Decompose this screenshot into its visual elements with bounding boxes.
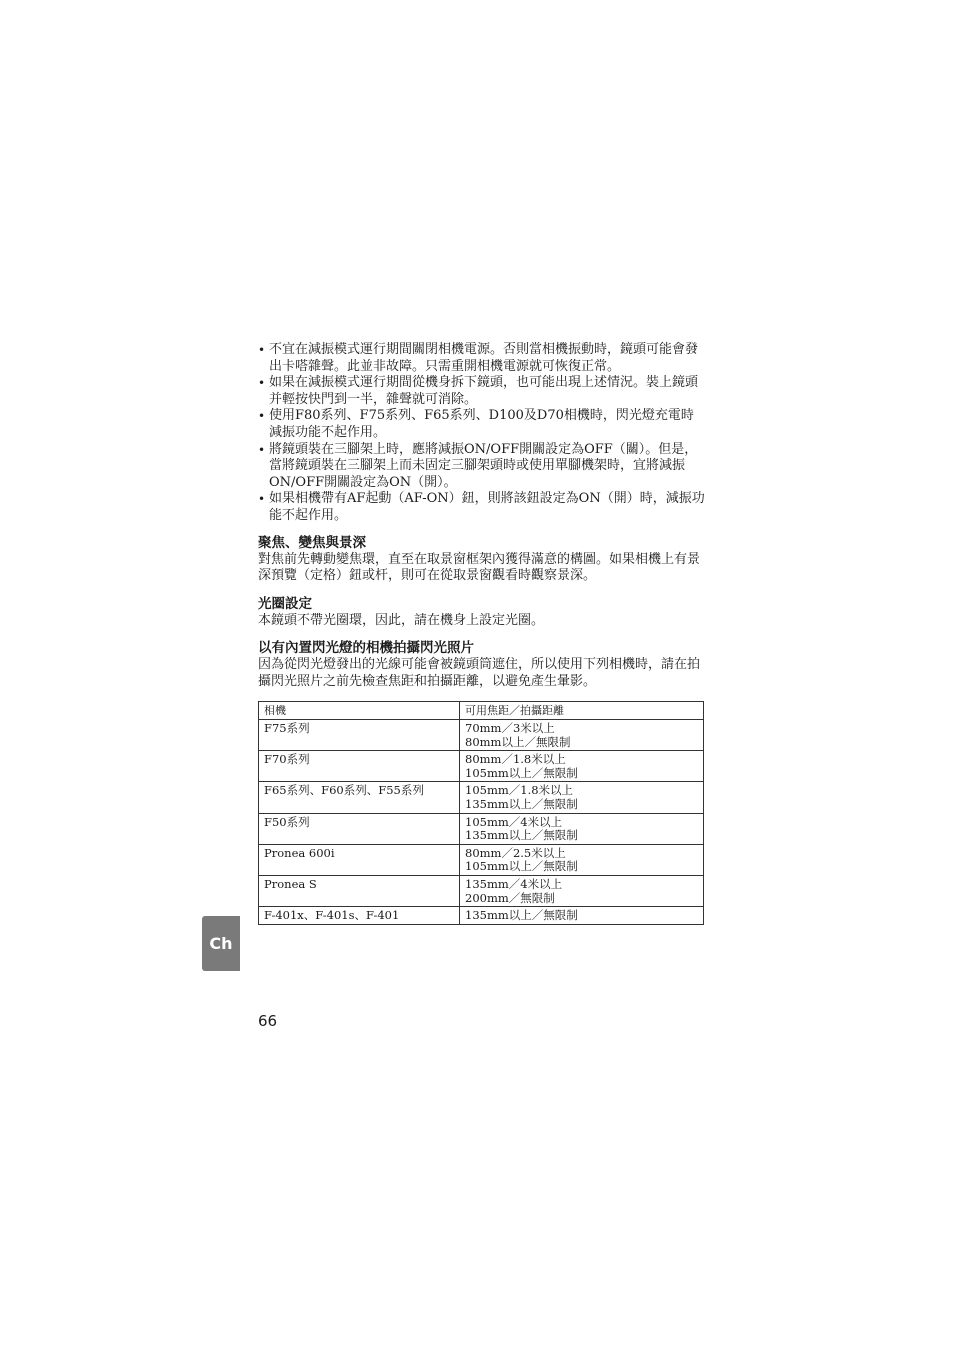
- header-focal-distance: 可用焦距／拍攝距離: [460, 701, 704, 720]
- table-row: [259, 907, 704, 925]
- note-text: 如果相機帶有AF起動（AF-ON）鈕，則將該鈕設定為ON（開）時，減振功能不起作用。: [269, 491, 705, 523]
- note-item: [258, 408, 706, 441]
- section-text-built-in-flash: 因為從閃光燈發出的光線可能會被鏡頭筒遮住，所以使用下列相機時，請在拍攝閃光照片之前先檢查焦距和拍攝距離，以避免產生暈影。: [258, 657, 701, 689]
- table-row: [259, 844, 704, 875]
- language-tab-chinese: [202, 916, 240, 971]
- range-cell: [460, 813, 704, 844]
- bullet-dot: •: [258, 409, 266, 424]
- note-item: [258, 375, 706, 408]
- bullet-dot: •: [258, 343, 266, 357]
- note-item: [258, 442, 706, 492]
- range-cell: [460, 720, 704, 751]
- range-line: 70mm／3米以上: [465, 721, 555, 736]
- camera-cell: Pronea 600i: [259, 844, 460, 875]
- note-text: 不宜在減振模式運行期間關閉相機電源。否則當相機振動時，鏡頭可能會發出卡嗒雜聲。此並非故障。只需重開相機電源就可恢復正常。: [269, 342, 699, 374]
- range-line: 80mm／1.8米以上: [465, 752, 566, 767]
- camera-cell: F-401x、F-401s、F-401: [259, 907, 460, 925]
- page-content: [258, 342, 706, 925]
- note-text: 將鏡頭裝在三腳架上時，應將減振ON/OFF開關設定為OFF（關）。但是，當將鏡頭裝在三腳架上而未固定三腳架頭時或使用單腳機架時，宜將減振ON/OFF開關設定為ON（開）。: [269, 441, 698, 490]
- range-cell: [460, 907, 704, 925]
- section-text-focus-zoom: 對焦前先轉動變焦環，直至在取景窗框架內獲得滿意的構圖。如果相機上有景深預覽（定格）鈕或杆，則可在從取景窗觀看時觀察景深。: [258, 551, 701, 584]
- range-line: 135mm／4米以上: [465, 877, 563, 892]
- section-heading-built-in-flash: 以有內置閃光燈的相機拍攝閃光照片: [258, 640, 474, 657]
- range-cell: [460, 782, 704, 813]
- range-cell: [460, 844, 704, 875]
- range-line: 80mm／2.5米以上: [465, 845, 566, 860]
- camera-cell: F75系列: [259, 720, 460, 751]
- bullet-dot: •: [258, 376, 266, 391]
- range-line: 135mm以上／無限制: [465, 797, 578, 812]
- table-row: [259, 813, 704, 844]
- range-line: 105mm以上／無限制: [465, 765, 578, 780]
- bullet-dot: •: [258, 442, 266, 457]
- table-header-row: [259, 701, 704, 720]
- note-item: [258, 491, 706, 524]
- table-row: [259, 876, 704, 907]
- camera-cell: F65系列、F60系列、F55系列: [259, 782, 460, 813]
- range-cell: [460, 751, 704, 782]
- range-line: 80mm以上／無限制: [465, 734, 571, 749]
- range-line: 135mm以上／無限制: [465, 908, 578, 923]
- camera-cell: F50系列: [259, 813, 460, 844]
- language-tab-label: Ch: [209, 934, 233, 953]
- table-row: [259, 782, 704, 813]
- section-text-aperture: 本鏡頭不帶光圈環，因此，請在機身上設定光圈。: [258, 612, 545, 628]
- note-item: [258, 342, 706, 375]
- header-camera: 相機: [259, 701, 460, 720]
- notes-list: [258, 342, 706, 525]
- section-heading-focus-zoom: 聚焦、變焦與景深: [258, 534, 366, 551]
- range-line: 135mm以上／無限制: [465, 828, 578, 843]
- flash-compatibility-table: [258, 701, 704, 925]
- page-number: 66: [258, 1012, 278, 1030]
- range-cell: [460, 876, 704, 907]
- range-line: 200mm／無限制: [465, 890, 555, 905]
- range-line: 105mm以上／無限制: [465, 859, 578, 874]
- camera-cell: Pronea S: [259, 876, 460, 907]
- table-row: [259, 751, 704, 782]
- table-row: [259, 720, 704, 751]
- section-heading-aperture: 光圈設定: [258, 595, 312, 612]
- note-text: 使用F80系列、F75系列、F65系列、D100及D70相機時，閃光燈充電時減振功能不起作用。: [269, 408, 694, 440]
- range-line: 105mm／1.8米以上: [465, 783, 574, 798]
- range-line: 105mm／4米以上: [465, 814, 563, 829]
- bullet-dot: •: [258, 492, 266, 507]
- note-text: 如果在減振模式運行期間從機身拆下鏡頭，也可能出現上述情況。裝上鏡頭并輕按快門到一半，雜聲就可消除。: [269, 375, 699, 407]
- camera-cell: F70系列: [259, 751, 460, 782]
